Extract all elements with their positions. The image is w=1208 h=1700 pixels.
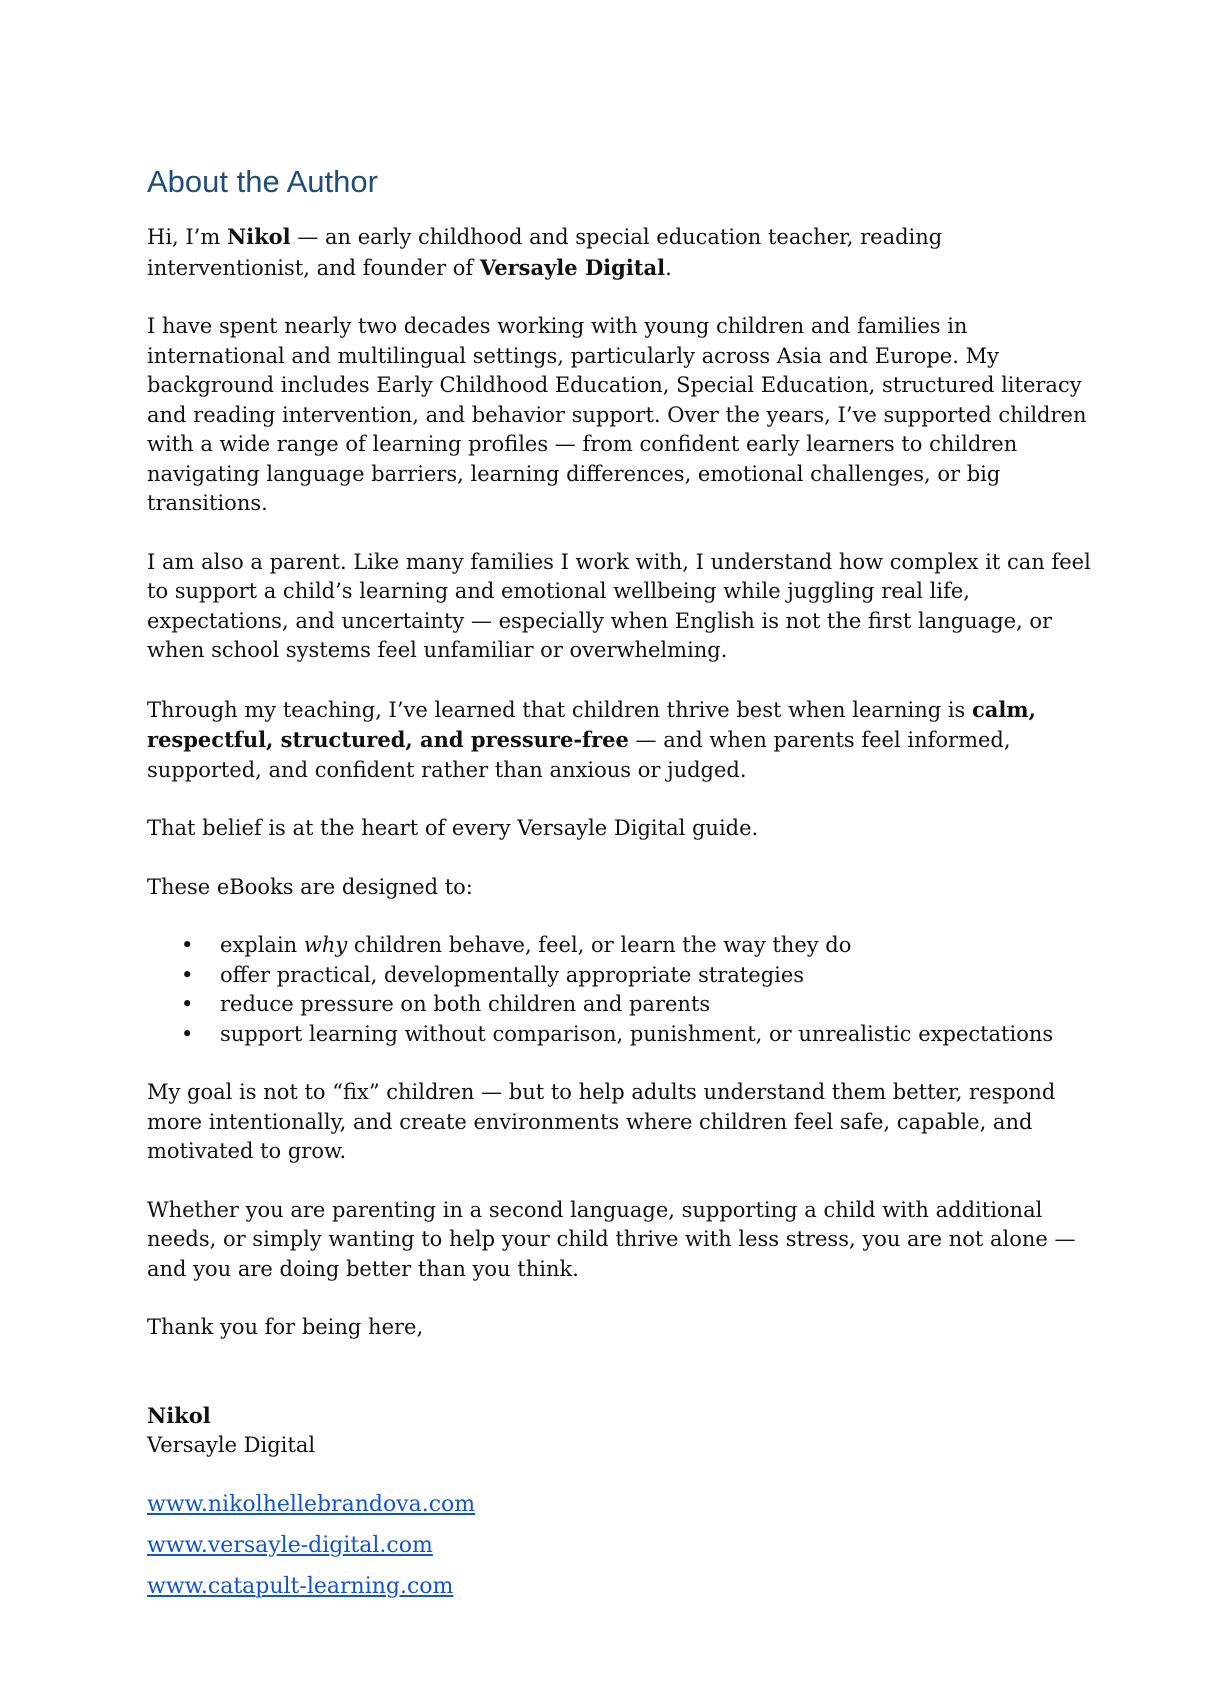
- list-item: [181, 990, 1092, 1020]
- designed-paragraph: These eBooks are designed to:: [147, 874, 473, 899]
- document-page: [147, 162, 1092, 1613]
- whether-paragraph: Whether you are parenting in a second language, supporting a child with additional needs, or simply wanting to help your child thrive with less stress, you are not alone — and you are doing better than you think.: [147, 1197, 1076, 1281]
- teaching-text-1: Through my teaching, I’ve learned that children thrive best when learning is: [147, 697, 973, 722]
- bullet-text-2: offer practical, developmentally appropriate strategies: [220, 962, 805, 987]
- bullet-text-1a: explain: [220, 933, 304, 957]
- signature-block: [147, 1401, 1092, 1461]
- intro-text-3: .: [665, 255, 672, 280]
- parent-paragraph: I am also a parent. Like many families I work with, I understand how complex it can feel to support a child’s learning and emotional wellbeing while juggling real life, expectations, and uncertainty — especially when English is not the first language, or when school systems feel unfamiliar or overwhelming.: [147, 549, 1091, 662]
- bullet-italic-text: why: [303, 933, 348, 957]
- bullet-text-1b: children behave, feel, or learn the way they do: [347, 933, 852, 957]
- bullet-text-4: support learning without comparison, punishment, or unrealistic expectations: [220, 1021, 1054, 1046]
- link-versayle-digital[interactable]: www.versayle-digital.com: [147, 1532, 433, 1558]
- intro-text-2: — an early childhood and special education teacher, reading interventionist, and founder of: [147, 225, 943, 280]
- thanks-paragraph: Thank you for being here,: [147, 1315, 424, 1339]
- bullet-text-3: reduce pressure on both children and parents: [220, 992, 711, 1016]
- bullet-icon: •: [181, 962, 194, 987]
- list-item: [181, 1020, 1092, 1050]
- list-item: [181, 931, 1092, 961]
- list-item: [181, 961, 1092, 991]
- belief-paragraph: That belief is at the heart of every Versayle Digital guide.: [147, 816, 759, 840]
- goal-paragraph: My goal is not to “fix” children — but to help adults understand them better, respond more intentionally, and create environments where children feel safe, capable, and motivated to grow.: [147, 1080, 1056, 1163]
- bullet-icon: •: [181, 992, 194, 1016]
- links-list: [147, 1490, 1092, 1601]
- goals-list: [147, 931, 1092, 1049]
- signature-name: Nikol: [147, 1402, 211, 1428]
- page-title: About the Author: [147, 164, 378, 199]
- teaching-paragraph: [147, 695, 1092, 786]
- intro-paragraph: [147, 222, 1092, 283]
- signature-company: Versayle Digital: [147, 1433, 316, 1457]
- signature-spacer: [147, 1343, 1092, 1401]
- background-paragraph: I have spent nearly two decades working with young children and families in international and multilingual settings, particularly across Asia and Europe. My background includes Early Childhood Education, Special Education, structured literacy and reading intervention, and behavior support. Over the years, I’ve supported children with a wide range of learning profiles — from confident early learners to children navigating language barriers, learning differences, emotional challenges, or big transitions.: [147, 314, 1087, 515]
- bullet-icon: •: [181, 1021, 194, 1046]
- link-nikolhellebrandova[interactable]: www.nikolhellebrandova.com: [147, 1491, 476, 1517]
- intro-text-1: Hi, I’m: [147, 225, 227, 249]
- teaching-text-2: — and when parents feel informed, supported, and confident rather than anxious or judged.: [147, 728, 1011, 782]
- brand-name: Versayle Digital: [479, 254, 666, 280]
- teaching-bold-text: calm, respectful, structured, and pressure-free: [147, 696, 1036, 752]
- bullet-icon: •: [181, 933, 194, 957]
- link-catapult-learning[interactable]: www.catapult-learning.com: [147, 1573, 454, 1599]
- author-name: Nikol: [226, 224, 291, 249]
